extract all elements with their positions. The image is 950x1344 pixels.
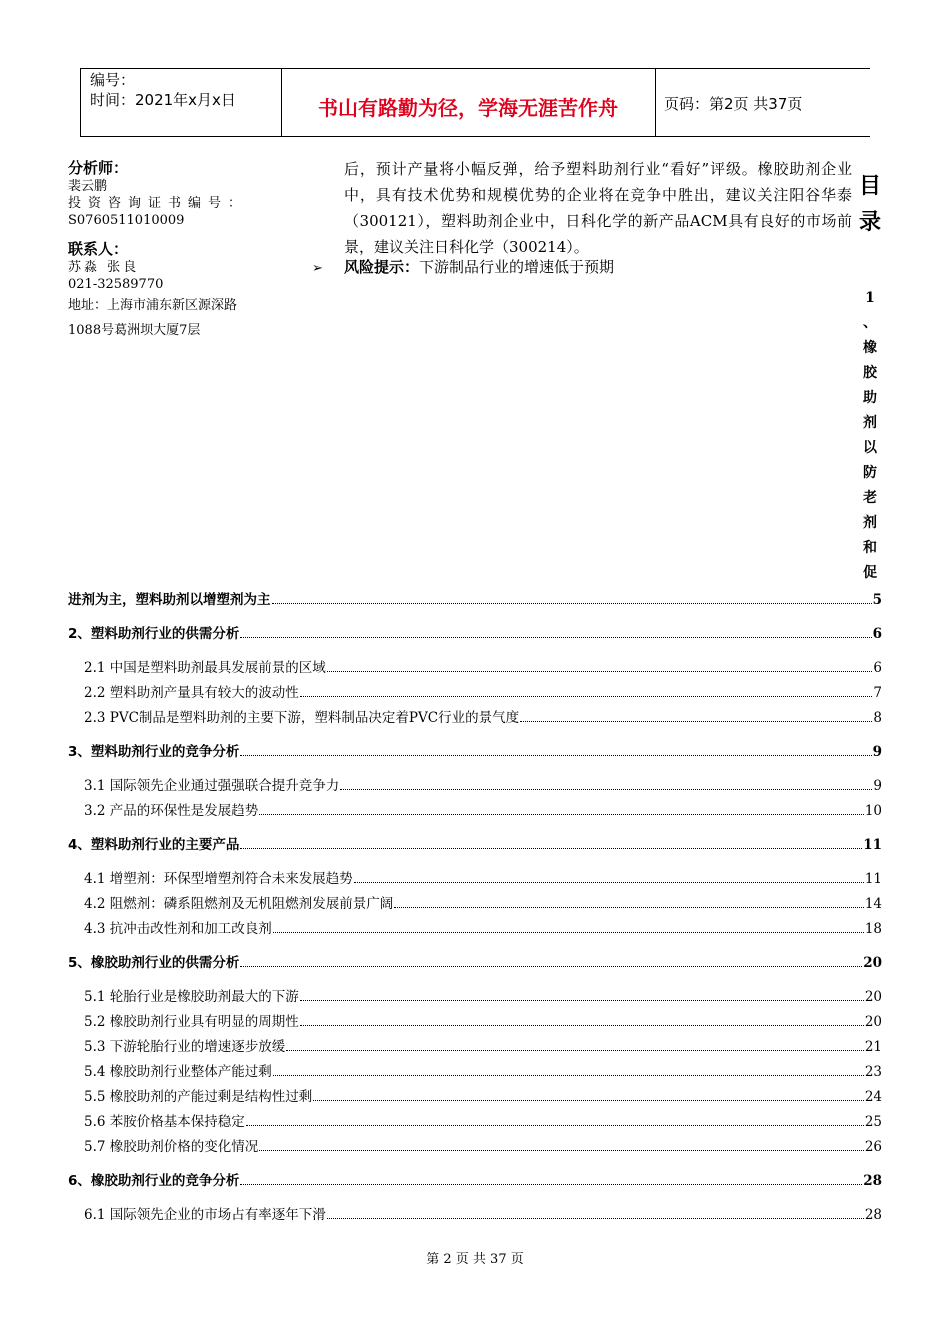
risk-note <box>312 256 614 280</box>
vertical-char: 以 <box>863 440 877 456</box>
toc-entry[interactable]: 4、塑料助剂行业的主要产品 11 <box>68 837 882 853</box>
vertical-char: 胶 <box>863 365 877 381</box>
toc-entry[interactable]: 5.1 轮胎行业是橡胶助剂最大的下游 20 <box>84 989 882 1005</box>
header-meta <box>90 70 236 110</box>
vertical-char: 防 <box>863 465 877 481</box>
toc-entry[interactable]: 2.3 PVC制品是塑料助剂的主要下游，塑料制品决定着PVC行业的景气度 8 <box>84 710 882 726</box>
header-motto: 书山有路勤为径，学海无涯苦作舟 <box>318 96 618 120</box>
toc-entry[interactable]: 2.1 中国是塑料助剂最具发展前景的区域 6 <box>84 660 882 676</box>
vertical-char: 促 <box>863 565 877 581</box>
toc-entry[interactable]: 4.1 增塑剂：环保型增塑剂符合未来发展趋势 11 <box>84 871 882 887</box>
header-top-rule <box>80 68 870 69</box>
toc-entry[interactable]: 4.3 抗冲击改性剂和加工改良剂 18 <box>84 921 882 937</box>
cert-number: S0760511010009 <box>68 213 185 228</box>
header-divider-1 <box>80 68 81 136</box>
toc-entry[interactable]: 5.3 下游轮胎行业的增速逐步放缓 21 <box>84 1039 882 1055</box>
toc-entry[interactable]: 2.2 塑料助剂产量具有较大的波动性 7 <box>84 685 882 701</box>
vertical-char: 1 <box>865 290 875 306</box>
contact-phone: 021-32589770 <box>68 277 164 292</box>
toc-entry[interactable]: 4.2 阻燃剂：磷系阻燃剂及无机阻燃剂发展前景广阔 14 <box>84 896 882 912</box>
vertical-char: 剂 <box>863 415 877 431</box>
toc-entry[interactable]: 3.1 国际领先企业通过强强联合提升竞争力 9 <box>84 778 882 794</box>
risk-label: 风险提示： <box>344 258 420 276</box>
doc-number-label: 编号： <box>90 71 136 89</box>
header-bottom-rule <box>80 136 870 137</box>
toc-title-char: 录 <box>858 210 881 235</box>
toc-entry[interactable]: 3.2 产品的环保性是发展趋势 10 <box>84 803 882 819</box>
vertical-char: 橡 <box>863 340 877 356</box>
toc-entry[interactable]: 5、橡胶助剂行业的供需分析 20 <box>68 955 882 971</box>
toc-entry[interactable]: 2、塑料助剂行业的供需分析 6 <box>68 626 882 642</box>
risk-text: 下游制品行业的增速低于预期 <box>419 258 615 276</box>
toc-entry[interactable]: 5.6 苯胺价格基本保持稳定 25 <box>84 1114 882 1130</box>
toc-title <box>858 170 882 246</box>
address-line-2: 1088号葛洲坝大厦7层 <box>68 323 201 338</box>
vertical-char: 助 <box>863 390 877 406</box>
analyst-name: 裴云鹏 <box>68 179 108 194</box>
vertical-char: 剂 <box>863 515 877 531</box>
toc-entry[interactable]: 3、塑料助剂行业的竞争分析 9 <box>68 744 882 760</box>
toc-title-char: 目 <box>858 174 881 199</box>
header-divider-3 <box>655 68 656 136</box>
doc-time-label: 时间：2021年x月x日 <box>90 91 236 109</box>
analyst-label: 分析师： <box>68 159 129 177</box>
toc-entry[interactable]: 5.4 橡胶助剂行业整体产能过剩 23 <box>84 1064 882 1080</box>
vertical-char: 、 <box>863 315 877 331</box>
address-line-1: 地址：上海市浦东新区源深路 <box>68 298 238 313</box>
toc-entry[interactable]: 6.1 国际领先企业的市场占有率逐年下滑 28 <box>84 1207 882 1223</box>
toc-entry[interactable]: 5.7 橡胶助剂价格的变化情况 26 <box>84 1139 882 1155</box>
summary-paragraph: 后，预计产量将小幅反弹，给予塑料助剂行业“看好”评级。橡胶助剂企业中，具有技术优势和规模优势的企业将在竞争中胜出，建议关注阳谷华泰（300121），塑料助剂企业中，日科化学的新产品ACM具有良好的市场前景，建议关注日科化学（300214）。 <box>344 160 852 256</box>
toc-first-entry-vertical <box>858 286 882 586</box>
vertical-char: 和 <box>863 540 877 556</box>
analyst-info-block <box>68 158 278 343</box>
toc-entry[interactable]: 6、橡胶助剂行业的竞争分析 28 <box>68 1173 882 1189</box>
vertical-char: 老 <box>863 490 877 506</box>
bullet-arrow-icon: ➢ <box>312 261 323 276</box>
page-footer: 第 2 页 共 37 页 <box>426 1252 524 1267</box>
toc-entry[interactable]: 5.2 橡胶助剂行业具有明显的周期性 20 <box>84 1014 882 1030</box>
toc-entry[interactable]: 5.5 橡胶助剂的产能过剩是结构性过剩 24 <box>84 1089 882 1105</box>
contact-label: 联系人： <box>68 240 129 258</box>
header-page-label: 页码：第2页 共37页 <box>664 95 803 113</box>
toc-entry[interactable]: 进剂为主，塑料助剂以增塑剂为主 5 <box>68 592 882 608</box>
cert-label: 投资咨询证书编号： <box>68 196 249 211</box>
contact-name: 苏淼 张良 <box>68 260 140 275</box>
